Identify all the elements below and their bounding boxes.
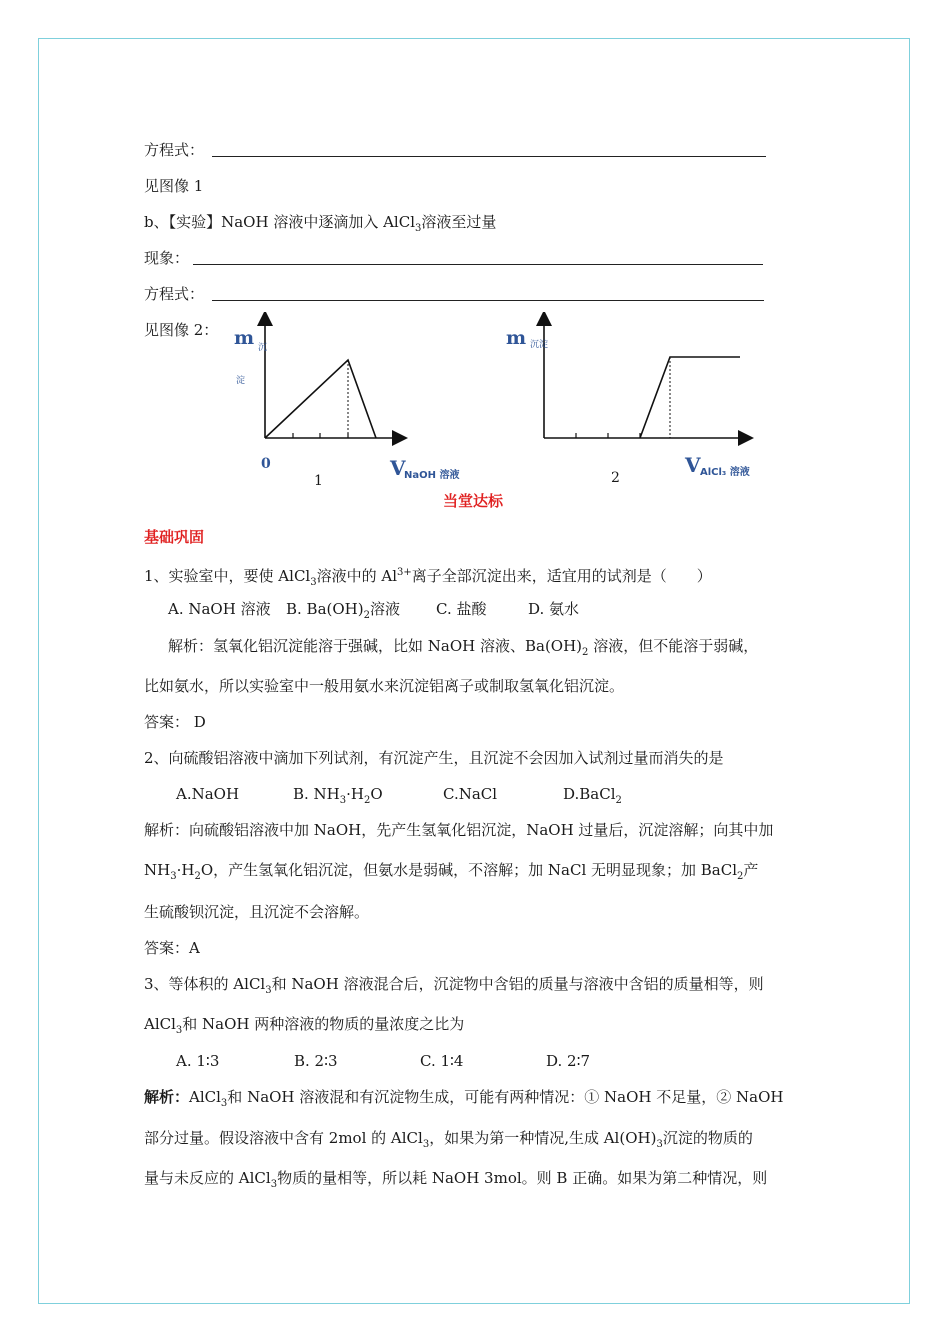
q1-option-d[interactable]: D. 氨水 [528, 600, 580, 618]
analysis-text: O，产生氢氧化铝沉淀，但氨水是弱碱，不溶解；加 NaCl 无明显现象；加 BaCl [200, 861, 738, 879]
q2-analysis-3: 生硫酸钡沉淀，且沉淀不会溶解。 [144, 903, 370, 921]
origin-label: 0 [261, 456, 271, 472]
opt-text: 溶液 [369, 600, 400, 618]
equation-line-2 [144, 284, 204, 304]
opt-text: B. Ba(OH) [286, 600, 364, 618]
y-label-m: m [234, 327, 255, 349]
subscript: 2 [363, 610, 370, 621]
q1-text: 溶液中的 Al [316, 567, 397, 585]
see-graph-2: 见图像 2： [144, 321, 219, 339]
experiment-b-text: b、【实验】NaOH 溶液中逐滴加入 AlCl [144, 213, 415, 231]
subscript: 2 [615, 795, 622, 806]
q3-option-c[interactable]: C. 1∶4 [420, 1052, 464, 1070]
q3-options [176, 1051, 590, 1071]
subscript: 2 [582, 647, 589, 658]
q3-stem-2 [144, 1014, 464, 1041]
q1-answer: 答案： D [144, 713, 206, 731]
q3-text: AlCl [144, 1015, 176, 1033]
x-label-v: V [390, 456, 406, 480]
subscript: 3 [265, 985, 272, 996]
opt-text: B. NH [293, 785, 340, 803]
analysis-label: 解析： [144, 1088, 190, 1106]
subscript: 3 [270, 1179, 278, 1190]
opt-text: O [370, 785, 383, 803]
x-label-sub: NaOH 溶液 [404, 470, 460, 481]
y-label-m: m [506, 327, 527, 349]
analysis-text: NH [144, 861, 171, 879]
q2-stem: 2、向硫酸铝溶液中滴加下列试剂，有沉淀产生，且沉淀不会因加入试剂过量而消失的是 [144, 749, 724, 767]
q3-text: 和 NaOH 两种溶液的物质的量浓度之比为 [182, 1015, 465, 1033]
answer-blank-equation-1[interactable] [212, 156, 766, 157]
analysis-text: 产 [743, 861, 759, 879]
analysis-text: AlCl [189, 1088, 221, 1106]
curve-1 [265, 360, 376, 438]
q3-analysis-2 [144, 1128, 753, 1155]
subscript: 2 [194, 871, 201, 882]
section-title: 当堂达标 [443, 492, 504, 510]
x-label-v: V [685, 453, 701, 477]
q1-options [168, 599, 579, 626]
graph-2 [534, 312, 754, 452]
answer-blank-phenomenon[interactable] [193, 264, 763, 265]
equation-line-1 [144, 140, 204, 160]
analysis-text: 沉淀的物质的 [662, 1129, 753, 1147]
experiment-b-text-end: 溶液至过量 [421, 213, 497, 231]
q1-stem [144, 563, 712, 593]
subscript: 3 [422, 1139, 430, 1150]
y-label-sub-1: 沉 [258, 343, 268, 353]
q2-option-d[interactable] [563, 784, 622, 811]
subscript: 2 [737, 871, 744, 882]
subscript: 2 [364, 795, 371, 806]
q2-analysis-1: 解析：向硫酸铝溶液中加 NaOH，先产生氢氧化铝沉淀，NaOH 过量后，沉淀溶解；向其中加 [144, 821, 774, 839]
q2-option-b[interactable] [293, 784, 443, 811]
graph-1 [255, 312, 415, 452]
superscript: 3+ [397, 567, 412, 578]
see-graph-1: 见图像 1 [144, 177, 204, 195]
q1-option-b[interactable] [286, 599, 436, 626]
q3-analysis-1 [144, 1087, 783, 1114]
analysis-text: ，如果为第一种情况,生成 Al(OH) [429, 1129, 657, 1147]
subscript: 3 [220, 1098, 228, 1109]
curve-2 [640, 357, 740, 438]
q3-analysis-3 [144, 1168, 767, 1195]
subscript: 3 [175, 1025, 183, 1036]
q2-analysis-2 [144, 860, 758, 887]
analysis-text: 部分过量。假设溶液中含有 2mol 的 AlCl [144, 1129, 423, 1147]
q1-option-c[interactable]: C. 盐酸 [436, 600, 487, 618]
equation-label: 方程式： [144, 285, 205, 303]
opt-text: D.BaCl [563, 785, 616, 803]
q3-option-d[interactable]: D. 2∶7 [546, 1052, 591, 1070]
subscript: 3 [339, 795, 347, 806]
q3-stem-1 [144, 974, 764, 1001]
graph-2-caption: 2 [611, 470, 620, 486]
equation-label: 方程式： [144, 141, 205, 159]
answer-blank-equation-2[interactable] [212, 300, 764, 301]
q1-text: 离子全部沉淀出来，适宜用的试剂是（ ） [411, 567, 712, 585]
q2-answer: 答案：A [144, 939, 200, 957]
phenomenon-line [144, 248, 189, 268]
q2-option-a[interactable]: A.NaOH [176, 785, 240, 803]
subsection-title: 基础巩固 [144, 528, 205, 546]
subscript: 3 [415, 223, 422, 234]
analysis-text: 物质的量相等，所以耗 NaOH 3mol。则 B 正确。如果为第二种情况，则 [277, 1169, 768, 1187]
q1-analysis-1 [168, 636, 758, 663]
y-label-sub-2: 淀 [236, 376, 246, 386]
x-label-sub: AlCl₃ 溶液 [700, 467, 750, 478]
q1-analysis-2: 比如氨水，所以实验室中一般用氨水来沉淀铝离子或制取氢氧化铝沉淀。 [144, 677, 625, 695]
graph-1-caption: 1 [314, 473, 323, 489]
q3-option-a[interactable]: A. 1∶3 [176, 1052, 220, 1070]
opt-text: ·H [346, 785, 364, 803]
q2-option-c[interactable]: C.NaCl [443, 785, 498, 803]
q1-option-a[interactable]: A. NaOH 溶液 [168, 600, 271, 618]
experiment-b [144, 212, 496, 239]
q3-text: 3、等体积的 AlCl [144, 975, 266, 993]
analysis-text: 溶液，但不能溶于弱碱， [588, 637, 759, 655]
subscript: 3 [170, 871, 177, 882]
subscript: 3 [310, 577, 317, 588]
phenomenon-label: 现象： [144, 249, 190, 267]
q1-text: 1、实验室中，要使 AlCl [144, 567, 311, 585]
subscript: 3 [656, 1139, 663, 1150]
q2-options [176, 784, 622, 811]
analysis-text: 量与未反应的 AlCl [144, 1169, 271, 1187]
q3-option-b[interactable]: B. 2∶3 [294, 1052, 338, 1070]
y-label-sub: 沉淀 [530, 340, 549, 350]
q3-text: 和 NaOH 溶液混合后，沉淀物中含铝的质量与溶液中含铝的质量相等，则 [271, 975, 764, 993]
analysis-text: 和 NaOH 溶液混和有沉淀物生成，可能有两种情况：① NaOH 不足量，② NaOH [227, 1088, 784, 1106]
analysis-text: 解析：氢氧化铝沉淀能溶于强碱，比如 NaOH 溶液、Ba(OH) [168, 637, 583, 655]
analysis-text: ·H [176, 861, 195, 879]
